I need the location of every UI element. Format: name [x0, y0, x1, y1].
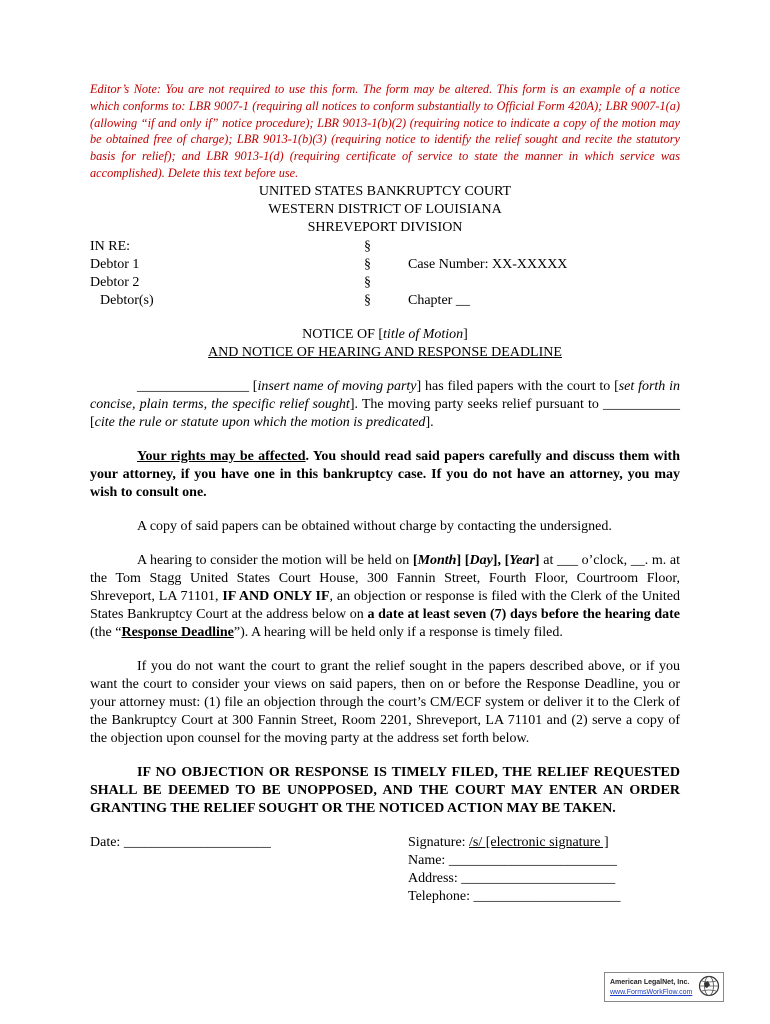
- paragraph-hearing: A hearing to consider the motion will be held on [Month] [Day], [Year] at ___ o’clock, __. m. at the Tom Stagg United States Court House, 300 Fannin Street, Fourth Floor, Courtroom Floor, Shreveport, LA 71101, IF AND ONLY IF, an objection or response is filed with the Clerk of the United States Bankruptcy Court at the address below on a date at least seven (7) days before the hearing date (the “Response Deadline”). A hearing will be held only if a response is timely filed.: [90, 552, 680, 640]
- debtors-label: Debtor(s): [100, 292, 154, 308]
- publisher-name: American LegalNet, Inc.: [610, 979, 690, 986]
- section-symbol: §: [364, 238, 371, 254]
- section-symbols: [364, 238, 371, 310]
- signature-block: [90, 834, 680, 906]
- telephone-line: Telephone: _____________________: [408, 888, 621, 904]
- paragraph-copy-papers: A copy of said papers can be obtained without charge by contacting the undersigned.: [137, 518, 612, 534]
- section-symbol: §: [364, 274, 371, 290]
- paragraph-motion-filed: ________________ [insert name of moving party] has filed papers with the court to [set forth in concise, plain terms, the specific relief sought]. The moving party seeks relief pursuant to ___________ [cite the rule or statute upon which the motion is predicated].: [90, 378, 680, 430]
- debtor-2: Debtor 2: [90, 274, 140, 290]
- case-number: Case Number: XX-XXXXX: [408, 256, 568, 272]
- section-symbol: §: [364, 256, 371, 272]
- case-caption: [90, 238, 680, 308]
- paragraph-rights-affected: Your rights may be affected. You should read said papers carefully and discuss them with your attorney, if you have one in this bankruptcy case. If you do not have an attorney, you may wish to consult one.: [90, 448, 680, 500]
- name-line: Name: ________________________: [408, 852, 617, 868]
- signature-line: Signature: /s/ [electronic signature ]: [408, 834, 609, 850]
- document-page: [90, 81, 680, 906]
- paragraph-no-objection-warning: IF NO OBJECTION OR RESPONSE IS TIMELY FILED, THE RELIEF REQUESTED SHALL BE DEEMED TO BE UNOPPOSED, AND THE COURT MAY ENTER AN ORDER GRANTING THE RELIEF SOUGHT OR THE NOTICED ACTION MAY BE TAKEN.: [90, 764, 680, 816]
- publisher-badge: [604, 972, 724, 1002]
- globe-icon: [698, 975, 720, 997]
- notice-title-line2: AND NOTICE OF HEARING AND RESPONSE DEADLINE: [208, 344, 562, 360]
- address-line: Address: ______________________: [408, 870, 616, 886]
- court-division: SHREVEPORT DIVISION: [307, 219, 463, 235]
- notice-title: [90, 326, 680, 362]
- paragraph-objection-instructions: If you do not want the court to grant the relief sought in the papers described above, or if you want the court to consider your views on said papers, then on or before the Response Deadline, you or your attorney must: (1) file an objection through the court’s CM/ECF system or deliver it to the Clerk of the Bankruptcy Court at 300 Fannin Street, Room 2201, Shreveport, LA 71101 and (2) serve a copy of the objection upon counsel for the moving party at the address set forth below.: [90, 658, 680, 746]
- court-name: UNITED STATES BANKRUPTCY COURT: [258, 183, 512, 199]
- section-symbol: §: [364, 292, 371, 308]
- editor-note: Editor’s Note: You are not required to use this form. The form may be altered. This form is an example of a notice which conforms to: LBR 9007-1 (requiring all notices to conform substantially to Official Form 420A); LBR 9007-1(a) (allowing “if and only if” notice procedure); LBR 9013-1(b)(2) (requiring notice to indicate a copy of the motion may be obtained free of charge); LBR 9013-1(b)(3) (requiring notice to identify the relief sought and recite the statutory basis for relief); and LBR 9013-1(d) (requiring certificate of service to state the manner in which service was accomplished). Delete this text before use.: [90, 82, 680, 180]
- publisher-link[interactable]: www.FormsWorkFlow.com: [610, 989, 693, 996]
- notice-title-line1: NOTICE OF [title of Motion]: [302, 326, 468, 342]
- chapter: Chapter __: [408, 292, 470, 308]
- court-district: WESTERN DISTRICT OF LOUISIANA: [268, 201, 502, 217]
- in-re-label: IN RE:: [90, 238, 131, 254]
- court-heading: [90, 183, 680, 237]
- debtor-1: Debtor 1: [90, 256, 140, 272]
- date-line: Date: _____________________: [90, 834, 271, 850]
